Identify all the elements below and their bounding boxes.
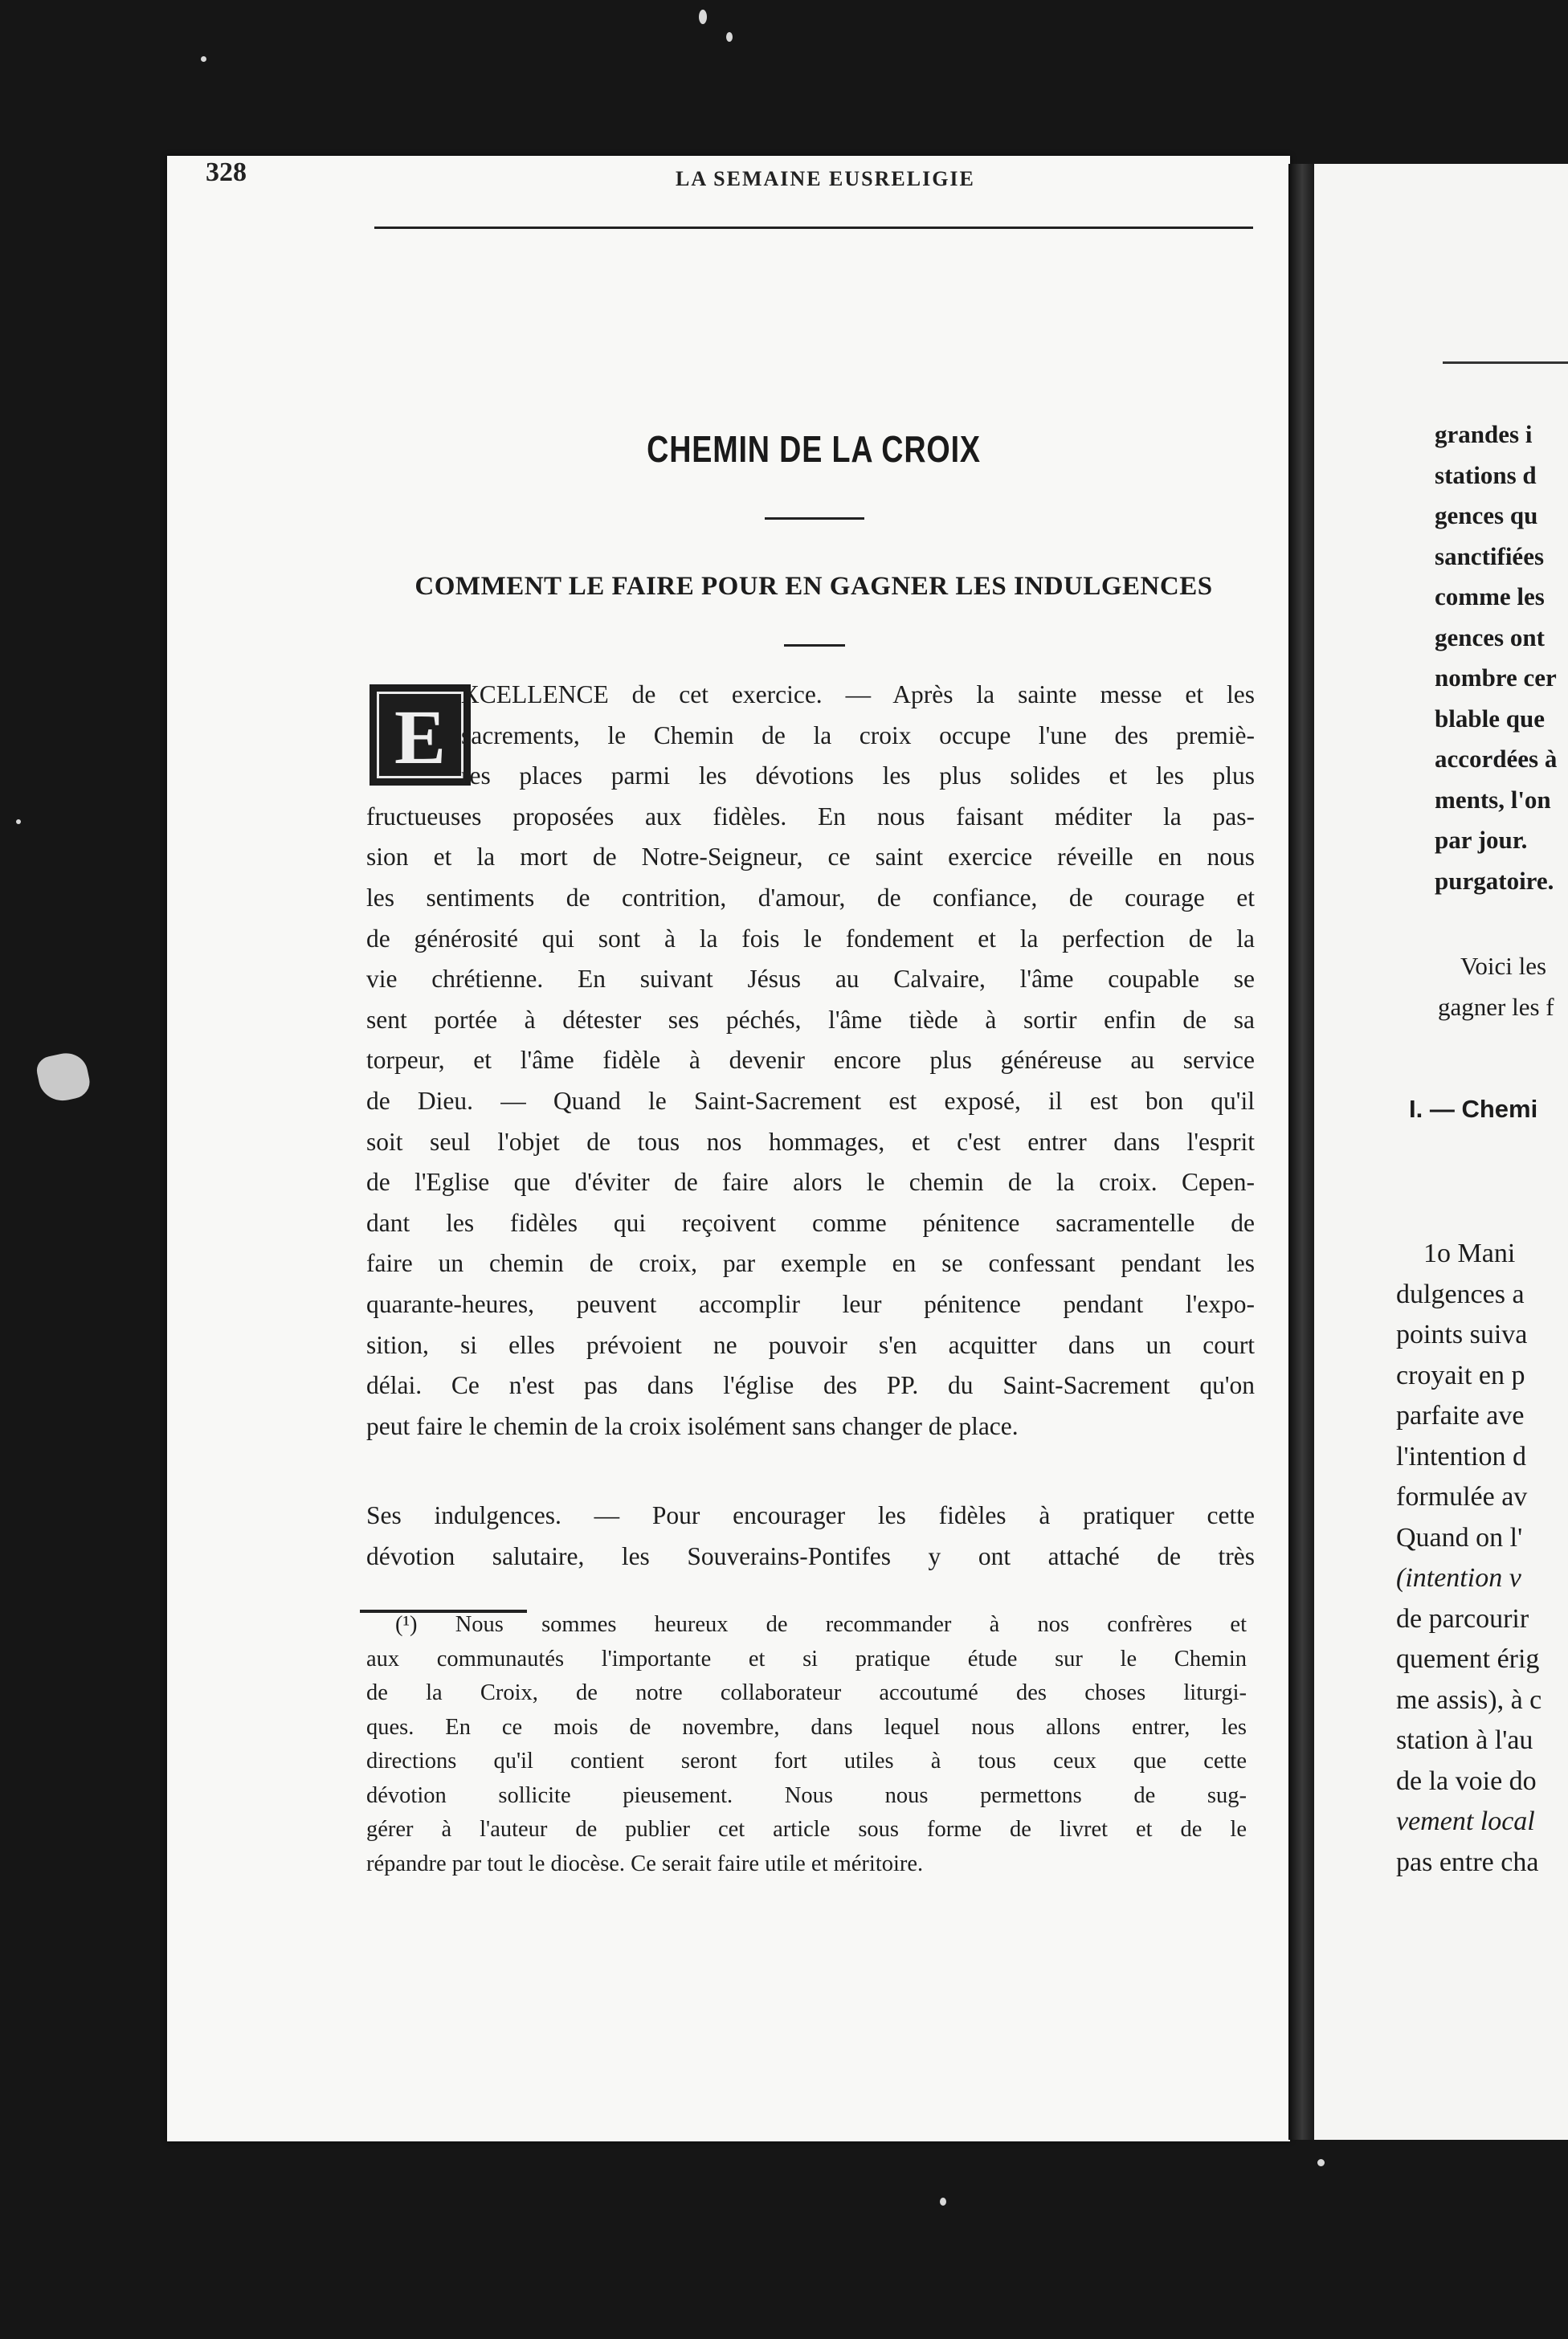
text-line: 1o Mani	[1423, 1239, 1516, 1268]
book-spine-gutter	[1288, 164, 1316, 2140]
running-title: LA SEMAINE EUSRELIGIE	[676, 167, 975, 190]
text-line: sion et la mort de Notre-Seigneur, ce saint exercice réveille en nous	[366, 843, 1255, 872]
text-line: station à l'au	[1396, 1725, 1533, 1755]
text-line: (intention v	[1396, 1563, 1521, 1593]
text-line: de parcourir	[1396, 1603, 1529, 1634]
text-line: parfaite ave	[1396, 1401, 1525, 1431]
text-line: Voici les	[1460, 952, 1547, 980]
text-line: sanctifiées	[1435, 541, 1545, 570]
text-line: délai. Ce n'est pas dans l'église des PP. du Saint-Sacrement qu'on	[366, 1371, 1255, 1400]
text-line: comme les	[1435, 582, 1545, 610]
text-line: accordées à	[1435, 745, 1558, 773]
text-line: de Dieu. — Quand le Saint-Sacrement est exposé, il est bon qu'il	[366, 1086, 1255, 1115]
text-line: vement local	[1396, 1806, 1535, 1836]
title-rule	[765, 517, 864, 520]
right-block-1	[1435, 414, 1557, 901]
right-header-rule	[1443, 361, 1568, 364]
footnote-line: aux communautés l'importante et si pratique étude sur le Chemin	[366, 1646, 1247, 1672]
footnote	[366, 1608, 1247, 1881]
right-page	[1314, 164, 1568, 2140]
text-line: grandes i	[1435, 420, 1533, 448]
text-line: gences qu	[1435, 501, 1538, 529]
footnote-line: répandre par tout le diocèse. Ce serait faire utile et méritoire.	[366, 1851, 924, 1876]
text-line: soit seul l'objet de tous nos hommages, et c'est entrer dans l'esprit	[366, 1127, 1255, 1156]
paragraph-excellence	[366, 675, 1255, 1447]
text-line: sacrements, le Chemin de la croix occupe l'une des premiè-	[461, 720, 1255, 749]
text-line: de la voie do	[1396, 1765, 1537, 1796]
text-line: blable que	[1435, 704, 1545, 733]
dust-speck	[16, 819, 21, 824]
text-line: les sentiments de contrition, d'amour, de confiance, de courage et	[366, 883, 1255, 912]
footnote-line: ques. En ce mois de novembre, dans lequel nous allons entrer, les	[366, 1714, 1247, 1740]
text-line: fructueuses proposées aux fidèles. En nous faisant méditer la pas-	[366, 802, 1255, 831]
text-line: quarante-heures, peuvent accomplir leur pénitence pendant l'expo-	[366, 1289, 1255, 1318]
text-line: XCELLENCE de cet exercice. — Après la sainte messe et les	[461, 680, 1255, 708]
dust-speck	[699, 10, 707, 24]
text-line: gences ont	[1435, 623, 1545, 651]
text-line: dulgences a	[1396, 1279, 1525, 1309]
footnote-line: gérer à l'auteur de publier cet article sous forme de livret et de le	[366, 1817, 1247, 1842]
subtitle-rule	[784, 644, 845, 647]
text-line: points suiva	[1396, 1320, 1528, 1349]
footnote-line: directions qu'il contient seront fort utiles à tous ceux que cette	[366, 1749, 1247, 1774]
paper-scrap	[35, 1049, 93, 1105]
drop-cap-letter: E	[394, 694, 447, 780]
article-title: CHEMIN DE LA CROIX	[647, 428, 981, 470]
text-line: faire un chemin de croix, par exemple en se confessant pendant les	[366, 1249, 1255, 1278]
text-line: croyait en p	[1396, 1360, 1525, 1390]
header-rule	[374, 227, 1253, 229]
text-line: nombre cer	[1435, 663, 1557, 692]
text-line: me assis), à c	[1396, 1684, 1542, 1715]
footnote-line: (¹) Nous sommes heureux de recommander à nos confrères et	[395, 1612, 1247, 1637]
dust-speck	[1317, 2159, 1325, 2166]
right-block-3	[1396, 1234, 1541, 1883]
text-line: vie chrétienne. En suivant Jésus au Calvaire, l'âme coupable se	[366, 965, 1255, 994]
text-line: Ses indulgences. — Pour encourager les fidèles à pratiquer cette	[366, 1501, 1255, 1529]
text-line: purgatoire.	[1435, 866, 1554, 895]
paragraph-indulgences	[366, 1496, 1255, 1577]
text-line: de l'Eglise que d'éviter de faire alors le chemin de la croix. Cepen-	[366, 1168, 1255, 1197]
dust-speck	[726, 32, 733, 42]
text-line: gagner les f	[1438, 992, 1554, 1021]
text-line: Quand on l'	[1396, 1522, 1523, 1553]
text-line: l'intention d	[1396, 1441, 1526, 1472]
text-line: par jour.	[1435, 826, 1528, 854]
running-header	[206, 157, 1253, 196]
text-line: quement érig	[1396, 1644, 1540, 1674]
right-block-2	[1438, 946, 1554, 1027]
text-line: pas entre cha	[1396, 1847, 1539, 1877]
text-line: res places parmi les dévotions les plus solides et les plus	[461, 761, 1255, 790]
footnote-line: de la Croix, de notre collaborateur accoutumé des choses liturgi-	[366, 1680, 1247, 1705]
text-line: sent portée à détester ses péchés, l'âme tiède à sortir enfin de sa	[366, 1005, 1255, 1034]
right-section-heading: I. — Chemi	[1409, 1095, 1538, 1123]
text-line: peut faire le chemin de la croix isolément sans changer de place.	[366, 1411, 1019, 1440]
text-line: formulée av	[1396, 1482, 1528, 1512]
text-line: de générosité qui sont à la fois le fondement et la perfection de la	[366, 924, 1255, 953]
text-line: dant les fidèles qui reçoivent comme pénitence sacramentelle de	[366, 1208, 1255, 1237]
text-line: stations d	[1435, 460, 1537, 489]
page-number: 328	[206, 157, 247, 187]
article-subtitle: COMMENT LE FAIRE POUR EN GAGNER LES INDULGENCES	[414, 572, 1213, 601]
text-line: ments, l'on	[1435, 785, 1551, 814]
footnote-line: dévotion sollicite pieusement. Nous nous permettons de sug-	[366, 1782, 1247, 1808]
dust-speck	[940, 2198, 946, 2206]
text-line: sition, si elles prévoient ne pouvoir s'en acquitter dans un court	[366, 1330, 1255, 1359]
dust-speck	[201, 56, 206, 62]
text-line: dévotion salutaire, les Souverains-Pontifes y ont attaché de très	[366, 1541, 1255, 1570]
text-line: torpeur, et l'âme fidèle à devenir encore plus généreuse au service	[366, 1046, 1255, 1075]
